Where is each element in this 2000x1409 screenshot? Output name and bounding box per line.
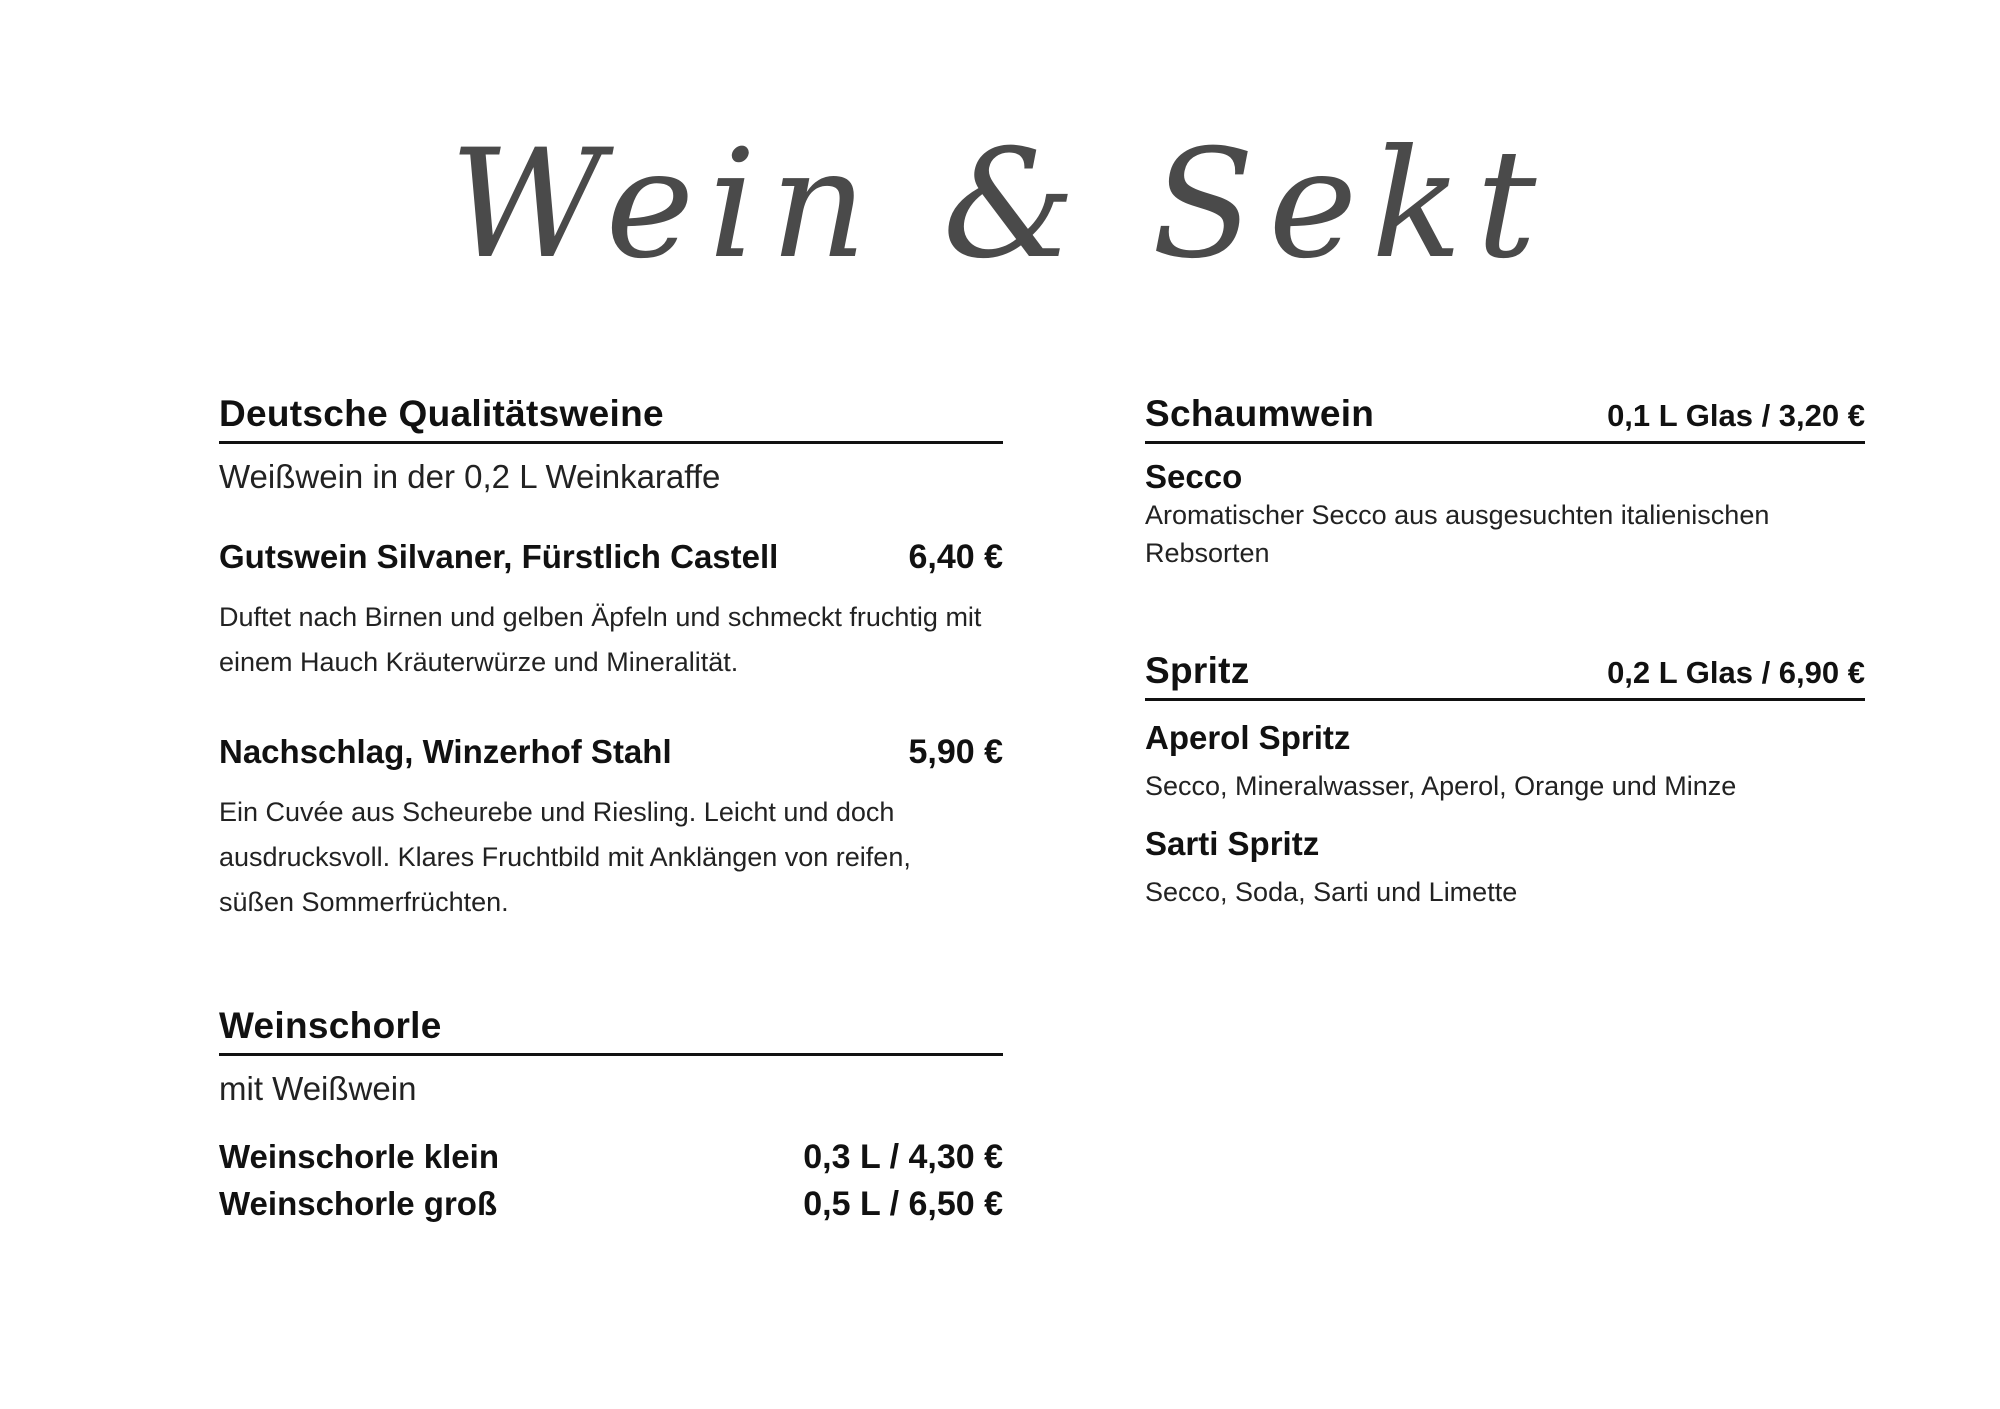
menu-item-name: Gutswein Silvaner, Fürstlich Castell xyxy=(219,538,779,575)
menu-item-row xyxy=(219,1185,1003,1224)
schorle-heading: Weinschorle xyxy=(219,1005,442,1046)
menu-item-name: Aperol Spritz xyxy=(1145,719,1351,756)
menu-item-price: 5,90 € xyxy=(908,733,1003,771)
schorle-subtitle: mit Weißwein xyxy=(219,1070,417,1107)
wines-subtitle: Weißwein in der 0,2 L Weinkaraffe xyxy=(219,458,721,495)
menu-item-price: 0,5 L / 6,50 € xyxy=(803,1185,1003,1223)
menu-item-row xyxy=(219,733,1003,772)
schorle-section-header xyxy=(219,1005,1003,1056)
menu-title: Wein & Sekt xyxy=(449,118,1551,292)
menu-item-row xyxy=(219,1138,1003,1177)
menu-item-name: Sarti Spritz xyxy=(1145,825,1320,862)
schaumwein-heading: Schaumwein xyxy=(1145,393,1375,434)
menu-item-name: Weinschorle groß xyxy=(219,1185,498,1222)
spritz-section xyxy=(1145,650,1865,911)
menu-item-description: Ein Cuvée aus Scheurebe und Riesling. Leicht und doch ausdrucksvoll. Klares Fruchtbild mit Anklängen von reifen, süßen Sommerfrüchten. xyxy=(219,797,911,917)
menu-item-description: Aromatischer Secco aus ausgesuchten italienischen Rebsorten xyxy=(1145,500,1770,568)
wines-heading: Deutsche Qualitätsweine xyxy=(219,393,664,434)
schaumwein-price: 0,1 L Glas / 3,20 € xyxy=(1607,398,1865,433)
spritz-price: 0,2 L Glas / 6,90 € xyxy=(1607,655,1865,690)
menu-item-name: Secco xyxy=(1145,458,1243,495)
menu-item-name: Nachschlag, Winzerhof Stahl xyxy=(219,733,672,770)
wines-section xyxy=(219,393,1003,925)
spritz-heading: Spritz xyxy=(1145,650,1250,691)
spritz-section-header xyxy=(1145,650,1865,701)
schorle-section xyxy=(219,1005,1003,1224)
schaumwein-section xyxy=(1145,393,1865,572)
wines-section-header xyxy=(219,393,1003,444)
schaumwein-section-header xyxy=(1145,393,1865,444)
menu-item-row xyxy=(219,538,1003,577)
menu-item-description: Secco, Mineralwasser, Aperol, Orange und Minze xyxy=(1145,771,1737,801)
menu-item-price: 0,3 L / 4,30 € xyxy=(803,1138,1003,1176)
menu-item-price: 6,40 € xyxy=(908,538,1003,576)
menu-item-description: Secco, Soda, Sarti und Limette xyxy=(1145,877,1518,907)
menu-item-name: Weinschorle klein xyxy=(219,1138,499,1175)
menu-item-description: Duftet nach Birnen und gelben Äpfeln und schmeckt fruchtig mit einem Hauch Kräuterwürze und Mineralität. xyxy=(219,602,982,677)
